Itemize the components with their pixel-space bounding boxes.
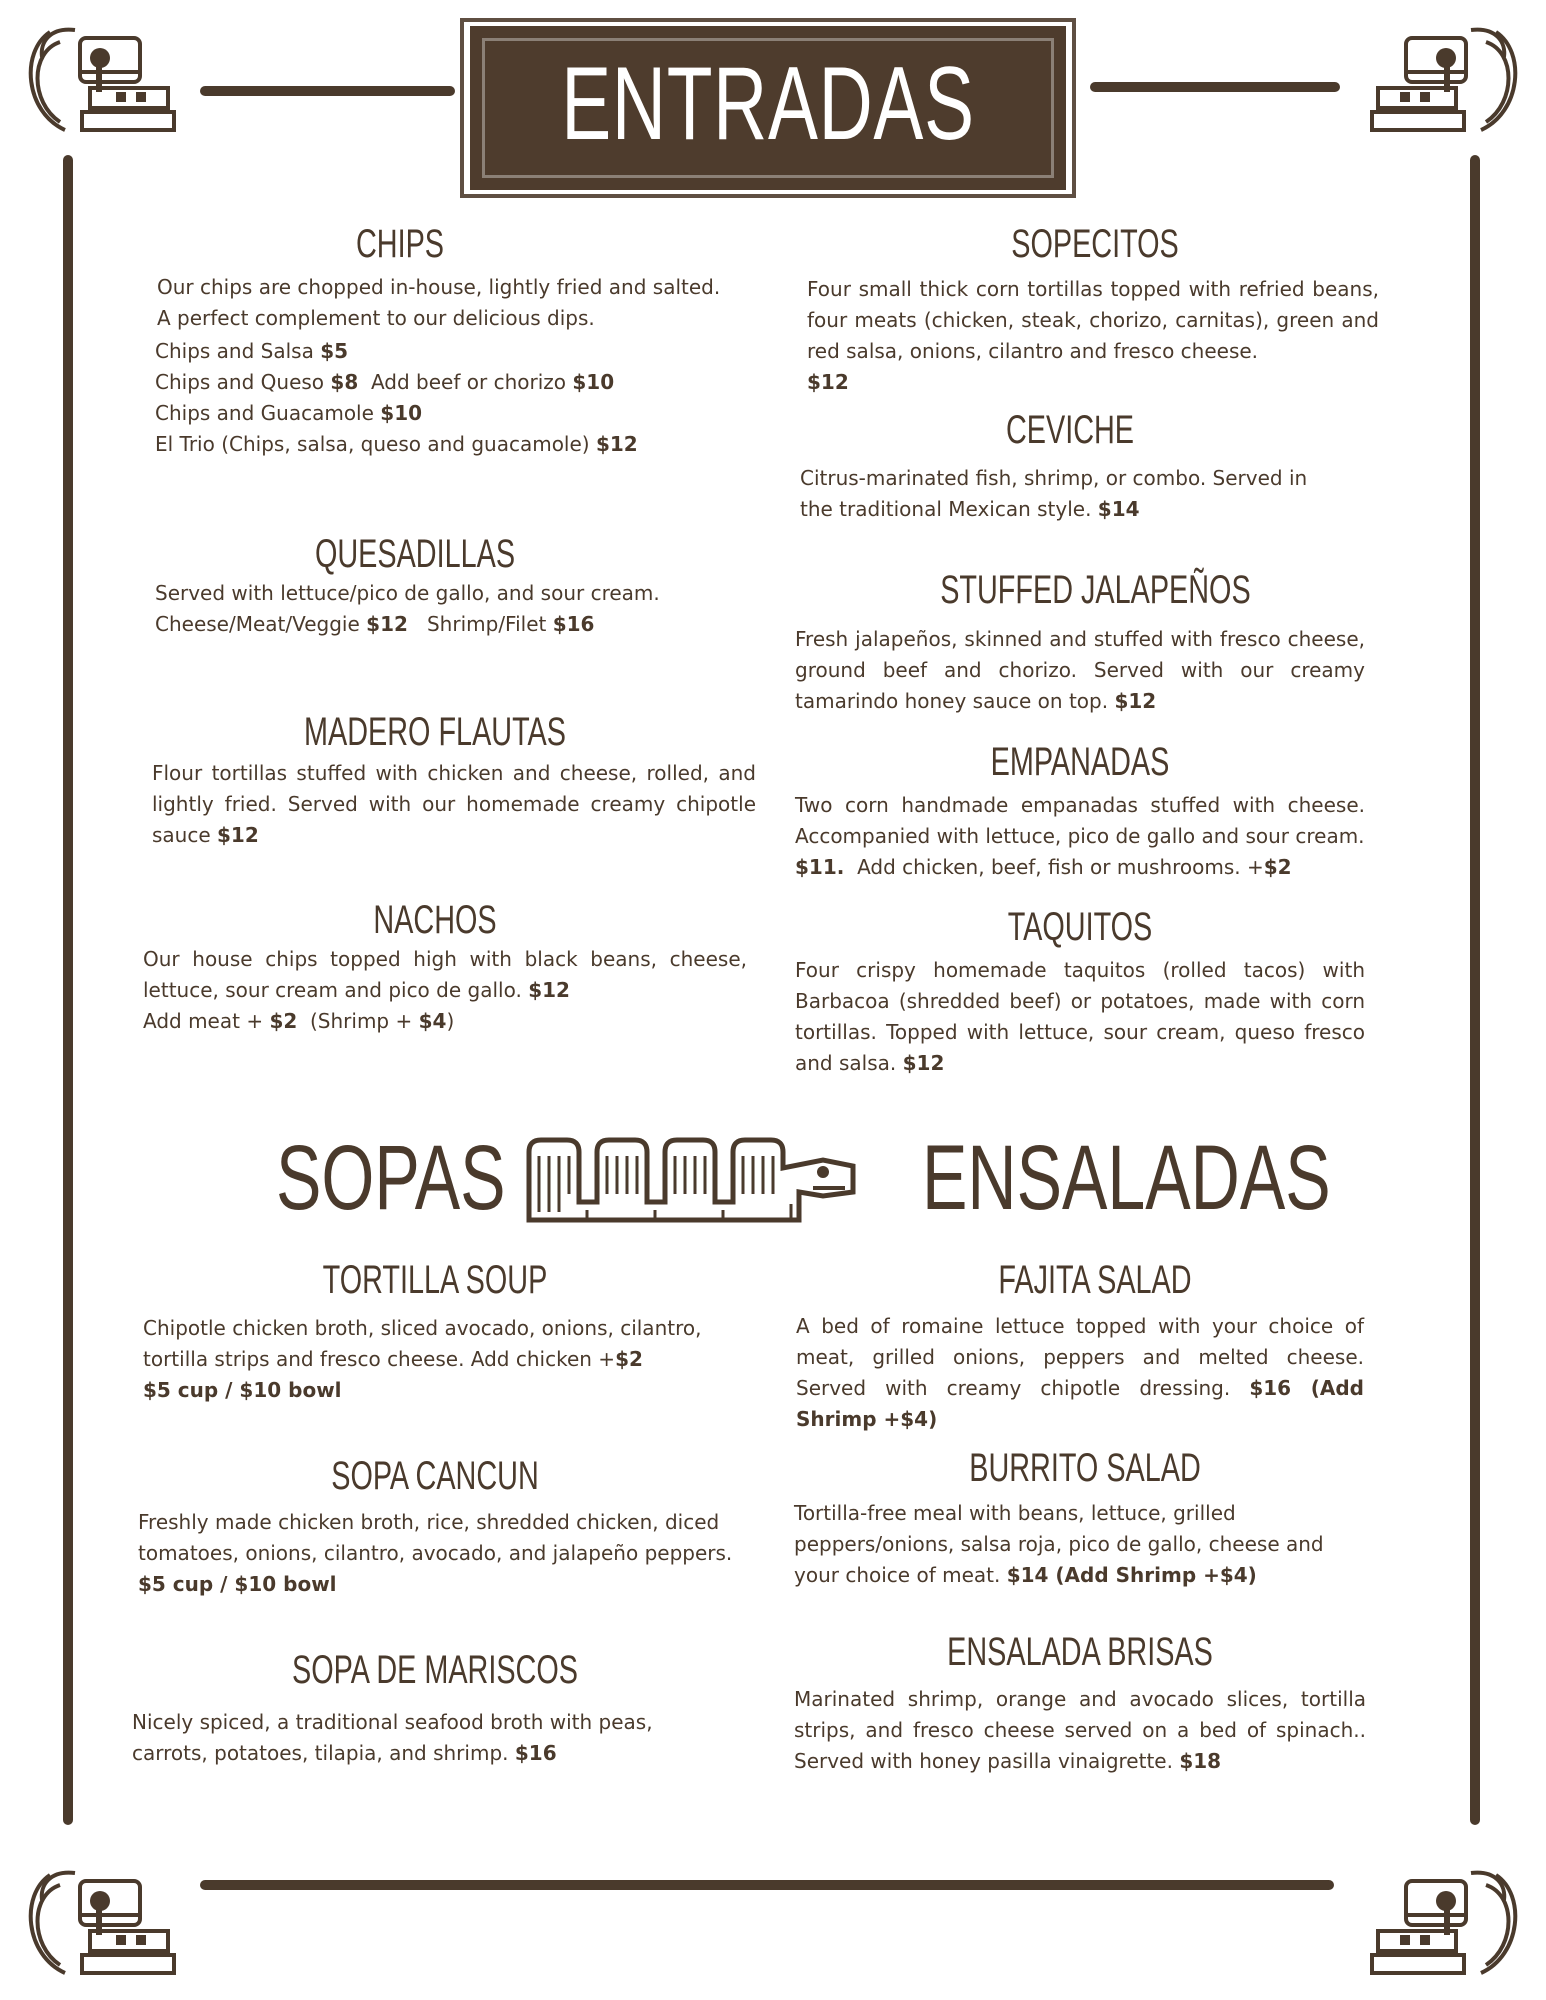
item-desc-fajita-salad — [796, 1311, 1364, 1435]
item-desc-flautas — [152, 758, 756, 851]
sopa-cancun-description: Freshly made chicken broth, rice, shredded chicken, diced tomatoes, onions, cilantro, avocado, and jalapeño peppers. — [138, 1510, 733, 1565]
ceviche-description: Citrus-marinated fish, shrimp, or combo. Served in the traditional Mexican style. — [800, 466, 1308, 521]
section-title-ensaladas: ENSALADAS — [922, 1127, 1331, 1229]
fajita-salad-price: $16 (Add Shrimp +$4) — [796, 1376, 1364, 1431]
quesadillas-options: Cheese/Meat/Veggie $12 Shrimp/Filet $16 — [155, 612, 595, 636]
list-item: Chips and Queso $8 Add beef or chorizo $10 — [155, 370, 615, 394]
item-desc-sopa-cancun — [138, 1507, 750, 1600]
taquitos-description: Four crispy homemade taquitos (rolled tacos) with Barbacoa (shredded beef) or potatoes, made with corn tortillas. Topped with lettuce, sour cream, queso fresco and salsa. — [795, 958, 1365, 1075]
item-title-sopa-cancun: SOPA CANCUN — [331, 1454, 539, 1498]
aztec-glyph-icon — [1366, 12, 1526, 142]
burrito-salad-price: $14 (Add Shrimp +$4) — [1006, 1563, 1257, 1587]
item-desc-empanadas — [795, 790, 1365, 883]
burrito-salad-description: Tortilla-free meal with beans, lettuce, grilled peppers/onions, salsa roja, pico de gallo, cheese and your choice of meat. — [794, 1501, 1324, 1587]
item-desc-taquitos — [795, 955, 1365, 1079]
nachos-description: Our house chips topped high with black beans, cheese, lettuce, sour cream and pico de gallo. — [143, 947, 747, 1002]
tortilla-soup-price: $5 cup / $10 bowl — [143, 1378, 342, 1402]
item-title-tortilla-soup: TORTILLA SOUP — [322, 1258, 548, 1302]
sopecitos-price: $12 — [807, 370, 849, 394]
item-title-jalapenos: STUFFED JALAPEÑOS — [940, 568, 1251, 612]
item-desc-chips — [157, 272, 737, 334]
list-item: Chips and Guacamole $10 — [155, 401, 423, 425]
item-desc-ensalada-brisas — [794, 1684, 1366, 1777]
aztec-glyph-icon — [20, 1855, 180, 1985]
item-title-quesadillas: QUESADILLAS — [314, 532, 516, 576]
sopa-cancun-price: $5 cup / $10 bowl — [138, 1572, 337, 1596]
top-rule-left — [200, 86, 455, 96]
item-title-sopa-mariscos: SOPA DE MARISCOS — [292, 1648, 578, 1692]
item-title-ensalada-brisas: ENSALADA BRISAS — [947, 1630, 1213, 1674]
page-title: ENTRADAS — [561, 46, 975, 162]
nachos-addons: Add meat + $2 (Shrimp + $4) — [143, 1009, 455, 1033]
item-title-ceviche: CEVICHE — [1005, 408, 1135, 452]
item-desc-sopecitos — [807, 274, 1379, 398]
item-title-empanadas: EMPANADAS — [990, 740, 1170, 784]
nachos-price: $12 — [528, 978, 570, 1002]
chips-description: Our chips are chopped in-house, lightly fried and salted. A perfect complement to our delicious dips. — [157, 275, 721, 330]
item-title-chips: CHIPS — [355, 222, 445, 266]
item-title-taquitos: TAQUITOS — [1007, 905, 1153, 949]
jalapenos-price: $12 — [1114, 689, 1157, 713]
item-title-nachos: NACHOS — [373, 898, 497, 942]
item-desc-sopa-mariscos — [132, 1707, 732, 1769]
header-banner — [470, 26, 1066, 190]
item-desc-quesadillas — [155, 578, 755, 640]
item-desc-jalapenos — [795, 624, 1365, 717]
empanadas-price-line: $11. Add chicken, beef, fish or mushrooms. +$2 — [795, 855, 1292, 879]
item-title-burrito-salad: BURRITO SALAD — [969, 1446, 1201, 1490]
right-border — [1470, 155, 1480, 1825]
item-desc-ceviche — [800, 463, 1340, 525]
chips-price-list — [155, 336, 755, 460]
top-rule-right — [1090, 82, 1340, 92]
item-desc-burrito-salad — [794, 1498, 1354, 1591]
ensalada-brisas-description: Marinated shrimp, orange and avocado slices, tortilla strips, and fresco cheese served on a bed of spinach.. Served with honey pasilla vinaigrette. — [794, 1687, 1366, 1773]
taquitos-price: $12 — [902, 1051, 945, 1075]
left-border — [63, 155, 73, 1825]
jalapenos-description: Fresh jalapeños, skinned and stuffed with fresco cheese, ground beef and chorizo. Served with our creamy tamarindo honey sauce on top. — [795, 627, 1365, 713]
tortilla-soup-add-price: $2 — [615, 1347, 643, 1371]
empanadas-description: Two corn handmade empanadas stuffed with cheese. Accompanied with lettuce, pico de gallo and sour cream. — [795, 793, 1365, 848]
flautas-price: $12 — [217, 823, 259, 847]
bottom-rule — [200, 1880, 1334, 1890]
flautas-description: Flour tortillas stuffed with chicken and cheese, rolled, and lightly fried. Served with our homemade creamy chipotle sauce — [152, 761, 756, 847]
aztec-serpent-icon — [523, 1132, 863, 1227]
aztec-glyph-icon — [1366, 1855, 1526, 1985]
item-title-flautas: MADERO FLAUTAS — [304, 710, 566, 754]
list-item: Chips and Salsa $5 — [155, 339, 349, 363]
item-title-sopecitos: SOPECITOS — [1011, 222, 1179, 266]
sopecitos-description: Four small thick corn tortillas topped with refried beans, four meats (chicken, steak, chorizo, carnitas), green and red salsa, onions, cilantro and fresco cheese. — [807, 277, 1379, 363]
item-title-fajita-salad: FAJITA SALAD — [998, 1258, 1192, 1302]
section-title-sopas: SOPAS — [276, 1127, 506, 1229]
aztec-glyph-icon — [20, 12, 180, 142]
item-desc-tortilla-soup — [143, 1313, 743, 1406]
ensalada-brisas-price: $18 — [1179, 1749, 1222, 1773]
ceviche-price: $14 — [1097, 497, 1140, 521]
quesadillas-description: Served with lettuce/pico de gallo, and sour cream. — [155, 581, 660, 605]
item-desc-nachos — [143, 944, 747, 1037]
sopa-mariscos-description: Nicely spiced, a traditional seafood broth with peas, carrots, potatoes, tilapia, and shrimp. — [132, 1710, 653, 1765]
tortilla-soup-description: Chipotle chicken broth, sliced avocado, onions, cilantro, tortilla strips and fresco cheese. Add chicken + — [143, 1316, 702, 1371]
sopa-mariscos-price: $16 — [514, 1741, 557, 1765]
fajita-salad-description: A bed of romaine lettuce topped with your choice of meat, grilled onions, peppers and melted cheese. Served with creamy chipotle dressing. — [796, 1314, 1364, 1400]
list-item: El Trio (Chips, salsa, queso and guacamole) $12 — [155, 432, 638, 456]
